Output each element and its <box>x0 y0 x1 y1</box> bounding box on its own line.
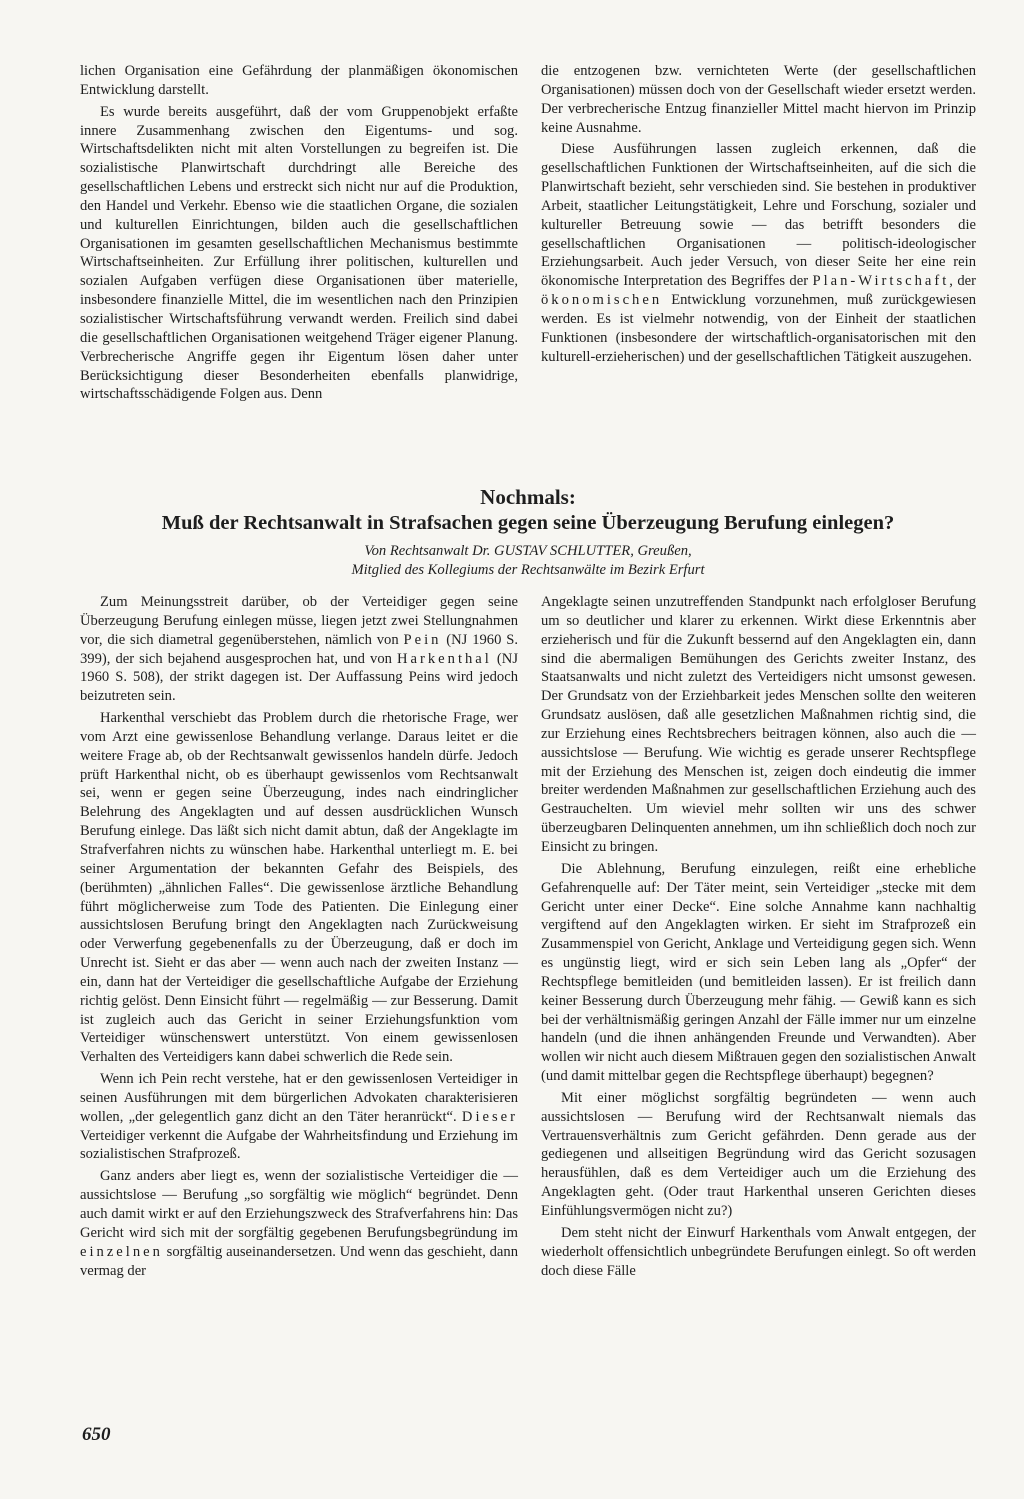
article-title: Muß der Rechtsanwalt in Strafsachen gegen seine Überzeugung Berufung einlegen? <box>161 512 895 534</box>
paragraph: Harkenthal verschiebt das Problem durch die rhetorische Frage, wer vom Arzt eine gewissenlose Behandlung verlange. Daraus leitet er die weitere Frage ab, ob der Rechtsanwalt gewissenlos handeln dürfe. Jedoch prüft Harkenthal nicht, ob es überhaupt gewissenlos vom Rechtsanwalt sei, wenn er gegen seine Überzeugung, indes nach eindringlicher Belehrung des Angeklagten und auf dessen ausdrücklichen Wunsch Berufung einlege. Das läßt sich nicht damit abtun, daß der Angeklagte im Strafverfahren nichts zu wünschen habe. Harkenthal unterliegt m. E. bei seiner Argumentation der bekannten Gefahr des Beispiels, des (berühmten) „ähnlichen Falles“. Die gewissenlose ärztliche Behandlung führt möglicherweise zum Tode des Patienten. Die Einlegung einer aussichtslosen Berufung bringt den Angeklagten nach Zurückweisung oder Verwerfung gegebenenfalls zu der Überzeugung, daß er doch im Unrecht ist. Sieht er das aber — wenn auch nach der zweiten Instanz — ein, dann hat der Verteidiger die gesellschaftliche Aufgabe der Erziehung richtig gelöst. Denn Einsicht führt — regelmäßig — zur Besserung. Damit ist zugleich auch das Gericht in seiner Erziehungsfunktion vom Verteidiger wünschenswert unterstützt. Von einem gewissenlosen Verhalten des Verteidigers kann dabei schwerlich die Rede sein. <box>80 710 518 1066</box>
paragraph: Dem steht nicht der Einwurf Harkenthals vom Anwalt entgegen, der wiederholt offensichtlich unbegründete Berufungen einlegt. So oft werden doch diese Fälle <box>541 1224 976 1279</box>
text-run: Entwicklung vorzunehmen, muß zurückgewiesen werden. Es ist vielmehr notwendig, von der Einheit der staatlichen Funktionen (insbesondere der wirtschaftlich-organisatorischen mit den kulturell-erzieherischen) und der gesellschaftlichen Tätigkeit auszugehen. <box>541 292 976 365</box>
text-run: (NJ 1960 S. 399), der sich bejahend ausgesprochen hat, und von <box>80 631 518 667</box>
spaced-emphasis: Pein <box>403 631 442 648</box>
text-run: , der <box>949 273 977 290</box>
spaced-emphasis: einzelnen <box>80 1243 163 1260</box>
text-run: Wenn ich Pein recht verstehe, hat er den gewissenlosen Verteidiger in seinen Ausführungen mit dem bürgerlichen Advokaten charakterisieren wollen, „der gelegentlich ganz dicht an den Täter heranrückt“. <box>80 1071 518 1125</box>
text-run: sorgfältig auseinandersetzen. Und wenn das geschieht, dann vermag der <box>80 1243 518 1279</box>
paragraph: lichen Organisation eine Gefährdung der planmäßigen ökonomischen Entwicklung darstellt. <box>80 63 518 98</box>
author-affiliation: Mitglied des Kollegiums der Rechtsanwälte im Bezirk Erfurt <box>351 562 705 578</box>
top-right-column <box>541 62 976 370</box>
paragraph <box>541 140 976 366</box>
text-run: Zum Meinungsstreit darüber, ob der Verteidiger gegen seine Überzeugung Berufung einlegen müsse, liegen jetzt zwei Stellungnahmen vor, die sich diametral gegenüberstehen, nämlich von <box>80 594 518 648</box>
text-run: (NJ 1960 S. 508), der strikt dagegen ist. Der Auffassung Peins wird jedoch beizutreten sein. <box>80 650 518 705</box>
article-kicker: Nochmals: <box>480 485 576 509</box>
text-run: Ganz anders aber liegt es, wenn der sozialistische Verteidiger die — aussichtslose — Berufung „so sorgfältig wie möglich“ begründet. Denn auch damit wirkt er auf den Erziehungszweck des Strafverfahrens hin: Das Gericht wird sich mit der sorgfältig gegebenen Berufungsbegründung im <box>80 1168 518 1241</box>
article-heading <box>80 484 976 580</box>
bottom-right-column <box>541 593 976 1283</box>
text-run: Diese Ausführungen lassen zugleich erkennen, daß die gesellschaftlichen Funktionen der Wirtschaftseinheiten, auf die sich die Planwirtschaft bezieht, sehr verschieden sind. Sie bestehen in produktiver Arbeit, staatlicher Leitungstätigkeit, Lehre und Forschung, sozialer und kultureller Betreuung sowie — das betrifft besonders die gesellschaftlichen Organisationen — politisch-ideologischer Erziehungsarbeit. Auch jeder Versuch, von dieser Seite her eine rein ökonomische Interpretation des Begriffes der <box>541 141 976 290</box>
paragraph: Angeklagte seinen unzutreffenden Standpunkt nach erfolgloser Berufung um so deutlicher und klarer zu erkennen. Wirkt diese Erkenntnis aber erzieherisch und für die Zukunft bessernd auf den Angeklagten ein, dann sind die abermaligen Bemühungen des Gerichts zweiter Instanz, des Staatsanwalts und nicht zuletzt des Verteidigers nicht umsonst gewesen. Der Grundsatz von der Erziehbarkeit jedes Menschen sollte den weiteren Grundsatz auslösen, daß alle gesetzlichen Maßnahmen richtig sind, die zur Erziehung eines Rechtsbrechers beitragen können, also auch die — aussichtslose — Berufung. Wie wichtig es gerade unserer Rechtspflege mit der Erziehung des Menschen ist, zeigen doch eindeutig die immer breiter werdenden Maßnahmen zur gesellschaftlichen Erziehung auch des Gestrauchelten. Um wieviel mehr sollten wir uns des schwer überzeugbaren Delinquenten annehmen, um ihn schließlich doch noch zur Einsicht zu bringen. <box>541 594 976 855</box>
paragraph <box>80 1167 518 1280</box>
paragraph <box>80 593 518 706</box>
author-byline: Von Rechtsanwalt Dr. GUSTAV SCHLUTTER, Greußen, <box>364 543 692 559</box>
text-run: Verteidiger verkennt die Aufgabe der Wahrheitsfindung und Erziehung im sozialistischen Strafprozeß. <box>80 1127 518 1163</box>
paragraph <box>80 1070 518 1164</box>
page-number: 650 <box>82 1424 111 1445</box>
top-left-column <box>80 62 518 407</box>
paragraph: Es wurde bereits ausgeführt, daß der vom Gruppenobjekt erfaßte innere Zusammenhang zwischen den Eigentums- und sog. Wirtschaftsdelikten nicht mit alten Vorstellungen zu begreifen ist. Die sozialistische Planwirtschaft durchdringt alle Bereiche des gesellschaftlichen Lebens und erstreckt sich nicht nur auf die Produktion, den Handel und Verkehr. Ebenso wie die staatlichen Organe, die sozialen und kulturellen Einrichtungen, bilden auch die gesellschaftlichen Organisationen im gesamten gesellschaftlichen Mechanismus bestimmte Wirtschaftseinheiten. Zur Erfüllung ihrer politischen, kulturellen und sozialen Aufgaben verfügen diese Organisationen über materielle, insbesondere finanzielle Mittel, die im wesentlichen nach den Prinzipien sozialistischer Wirtschaftsführung verwandt werden. Freilich sind dabei die gesellschaftlichen Organisationen weitgehend Träger eigener Planung. Verbrecherische Angriffe gegen ihr Eigentum lösen daher unter Berücksichtigung dieser Besonderheiten ebenfalls planwidrige, wirtschaftsschädigende Folgen aus. Denn <box>80 103 518 403</box>
paragraph: Die Ablehnung, Berufung einzulegen, reißt eine erhebliche Gefahrenquelle auf: Der Täter meint, sein Verteidiger „stecke mit dem Gericht unter einer Decke“. Eine solche Annahme kann nachhaltig vergiftend auf den Angeklagten wirken. Er sieht im Strafprozeß ein Zusammenspiel von Gericht, Anklage und Verteidigung gegen sich. Wenn es ungünstig liegt, wird er sich sein Leben lang als „Opfer“ der Rechtspflege bemitleiden (und bemitleiden lassen). Er ist freilich dann keiner Besserung durch Überzeugung mehr fähig. — Gewiß kann es sich bei der verhältnismäßig geringen Anzahl der Fälle immer nur um einzelne handeln (und die ihnen anhängenden Freunde und Verwandten). Aber wollen wir nicht auch diesem Mißtrauen gegen den sozialistischen Anwalt (und damit mittelbar gegen die Rechtspflege überhaupt) begegnen? <box>541 860 976 1085</box>
paragraph: Mit einer möglichst sorgfältig begründeten — wenn auch aussichtslosen — Berufung wird der Rechtsanwalt niemals das Vertrauensverhältnis zum Gericht gefährden. Denn gerade aus der gediegenen und allseitigen Begründung wird das Gericht sozusagen herausfühlen, daß es dem Verteidiger auch um die Erziehung des Angeklagten geht. (Oder traut Harkenthal unseren Gerichten dieses Einfühlungsvermögen nicht zu?) <box>541 1089 976 1219</box>
paragraph: die entzogenen bzw. vernichteten Werte (der gesellschaftlichen Organisationen) müssen doch von der Gesellschaft wieder ersetzt werden. Der verbrecherische Entzug finanzieller Mittel macht hiervon im Prinzip keine Ausnahme. <box>541 63 976 136</box>
spaced-emphasis: Harkenthal <box>397 650 492 667</box>
spaced-emphasis: Dieser <box>461 1108 518 1125</box>
bottom-left-column <box>80 593 518 1283</box>
spaced-emphasis: Plan-Wirtschaft <box>812 273 950 290</box>
spaced-emphasis: ökonomischen <box>541 292 663 309</box>
